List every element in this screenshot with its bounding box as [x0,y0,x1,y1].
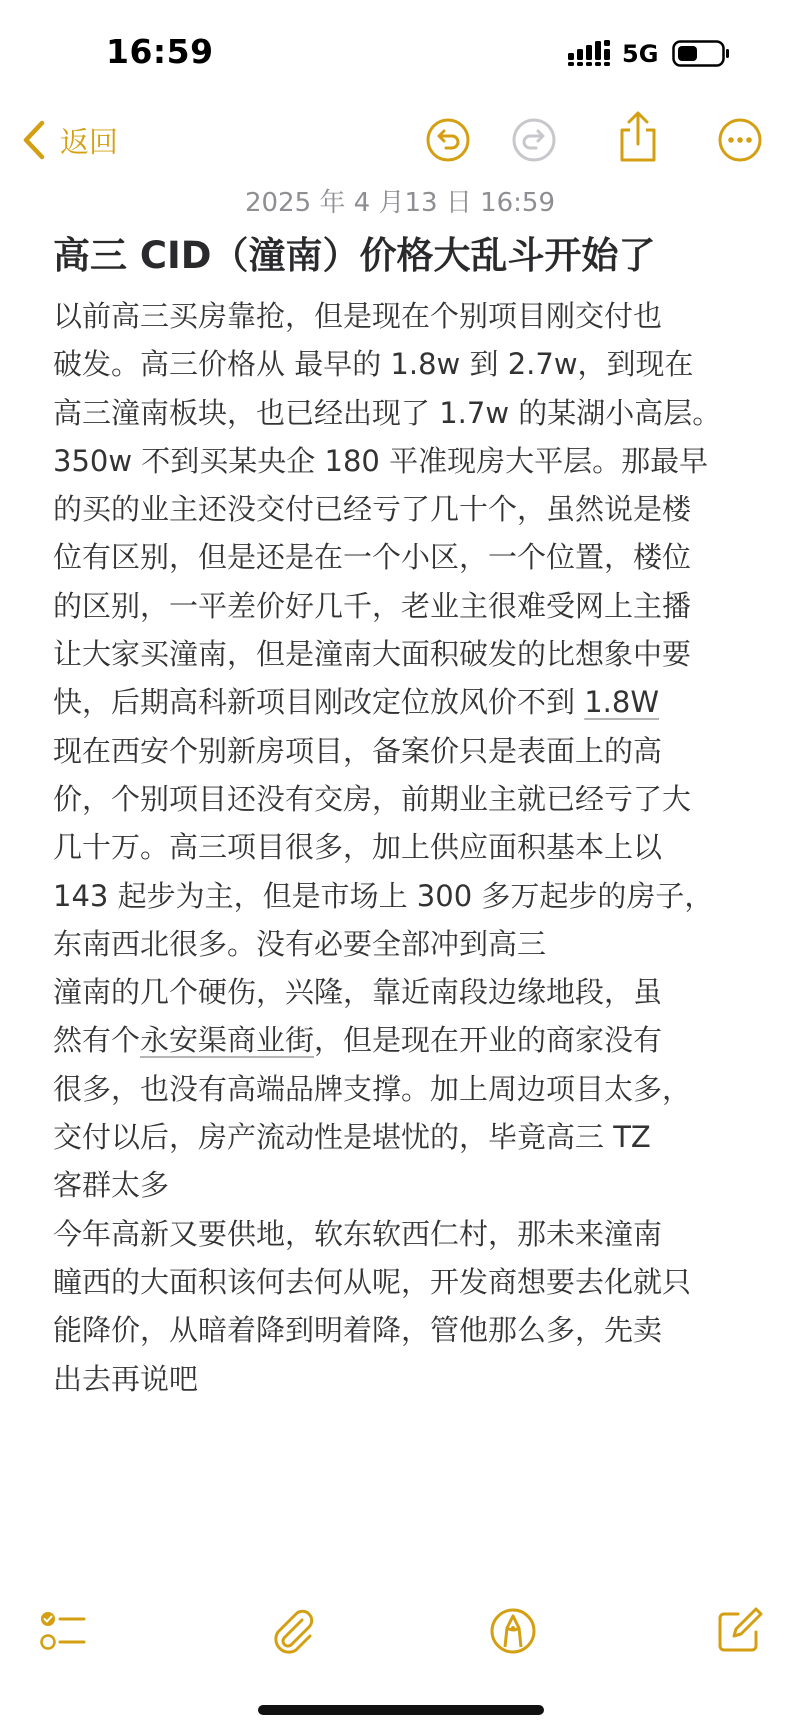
network-label: 5G [622,40,659,68]
more-icon[interactable] [716,116,764,164]
status-bar [0,0,800,100]
note-line: 几十万。高三项目很多，加上供应面积基本上以 [53,830,663,865]
note-line: 高三潼南板块，也已经出现了 1.7w 的某湖小高层。 [53,395,722,430]
compose-icon[interactable] [714,1606,764,1656]
note-line: 破发。高三价格从 最早的 1.8w 到 2.7w，到现在 [53,347,694,382]
note-text: ，但是现在开业的商家没有 [314,1023,663,1058]
markup-pen-icon[interactable] [488,1606,538,1656]
note-line: 143 起步为主，但是市场上 300 多万起步的房子， [53,878,714,913]
undo-icon[interactable] [424,116,472,164]
note-line: 让大家买潼南，但是潼南大面积破发的比想象中要 [53,637,692,672]
note-line: 350w 不到买某央企 180 平准现房大平层。那最早 [53,443,709,478]
note-line: 的买的业主还没交付已经亏了几十个，虽然说是楼 [53,492,692,527]
note-line: 价，个别项目还没有交房，前期业主就已经亏了大 [53,781,692,816]
note-line: 能降价，从暗着降到明着降，管他那么多，先卖 [53,1313,663,1348]
note-line: 很多，也没有高端品牌支撑。加上周边项目太多， [53,1071,692,1106]
note-line: 瞳西的大面积该何去何从呢，开发商想要去化就只 [53,1264,692,1299]
note-line: 的区别，一平差价好几千，老业主很难受网上主播 [53,588,692,623]
note-line: 位有区别，但是还是在一个小区，一个位置，楼位 [53,540,692,575]
note-line: 现在西安个别新房项目，备案价只是表面上的高 [53,733,663,768]
note-line: 交付以后，房产流动性是堪忧的，毕竟高三 TZ [53,1120,651,1155]
note-line [53,678,753,726]
note-line: 今年高新又要供地，软东软西仁村，那未来潼南 [53,1216,663,1251]
note-text: 然有个 [53,1023,141,1058]
note-line [53,1016,753,1064]
note-line: 以前高三买房靠抢，但是现在个别项目刚交付也 [53,299,663,333]
note-date: 2025 年 4 月13 日 16:59 [244,188,556,218]
cellular-signal-icon [568,40,610,66]
status-time: 16:59 [106,32,214,71]
note-text: 快，后期高科新项目刚改定位放风价不到 [53,685,585,720]
place-link[interactable]: 永安渠商业街 [140,1023,315,1058]
paperclip-icon[interactable] [268,1606,318,1656]
price-link[interactable]: 1.8W [584,685,660,720]
note-line: 东南西北很多。没有必要全部冲到高三 [53,926,547,961]
checklist-icon[interactable] [38,1606,88,1656]
bottom-toolbar [0,1600,800,1670]
note-body[interactable] [53,292,753,1403]
nav-bar [0,108,800,172]
note-line: 客群太多 [53,1168,170,1203]
back-label: 返回 [60,124,119,159]
back-button[interactable] [20,114,118,166]
note-line: 出去再说吧 [53,1361,199,1396]
note-title: 高三 CID（潼南）价格大乱斗开始了 [53,234,656,277]
share-icon[interactable] [614,110,662,164]
note-line: 潼南的几个硬伤，兴隆，靠近南段边缘地段，虽 [53,975,663,1010]
chevron-left-icon [20,119,48,161]
battery-icon [672,40,730,67]
home-indicator[interactable] [258,1705,544,1715]
redo-icon[interactable] [510,116,558,164]
